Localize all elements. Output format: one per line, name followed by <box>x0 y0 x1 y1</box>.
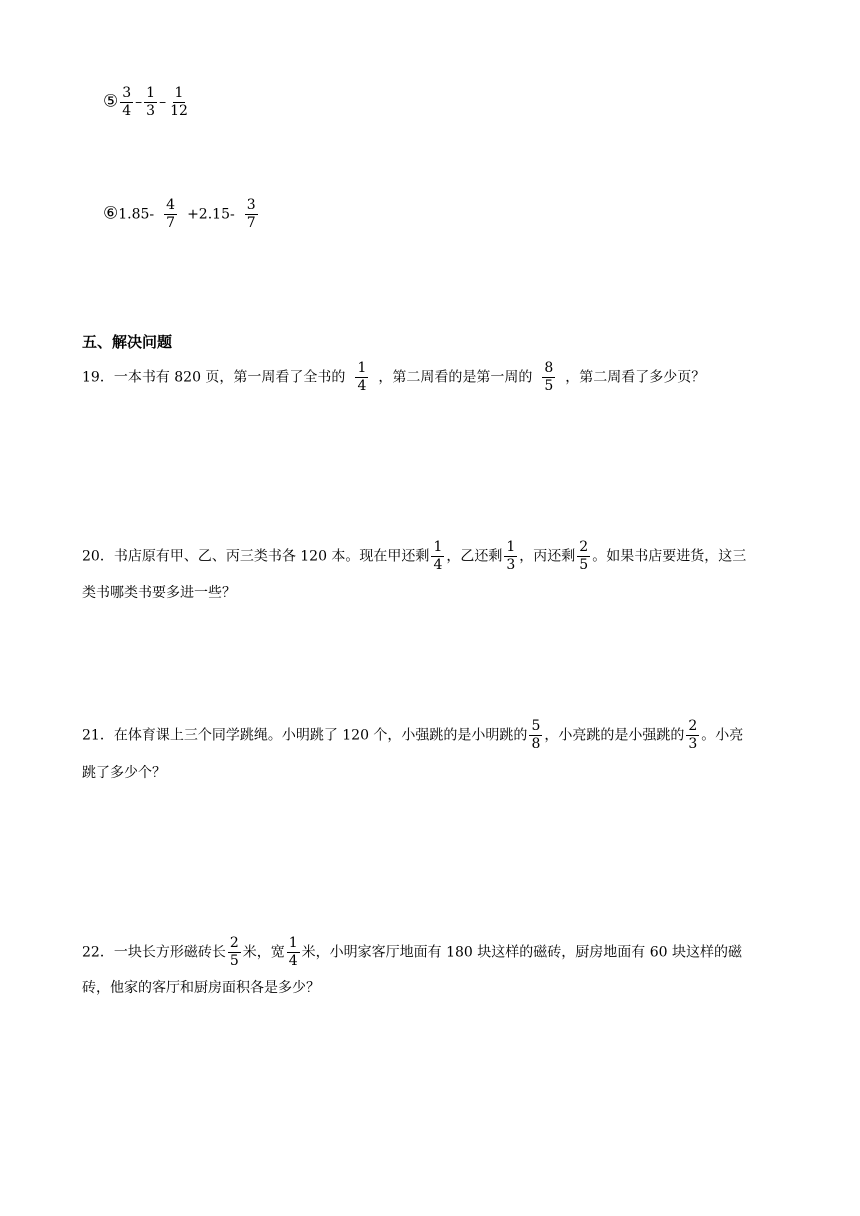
question-text: ，乙还剩 <box>446 548 503 565</box>
fraction: $\frac{4}{7}$ <box>166 197 176 231</box>
operator: – <box>135 94 143 111</box>
calc-item-5 <box>103 85 192 120</box>
question-20-line-2: 类书哪类书要多进一些？ <box>82 585 236 601</box>
question-22-line-2: 砖，他家的客厅和厨房面积各是多少？ <box>82 980 320 996</box>
question-19 <box>82 360 705 395</box>
question-21 <box>82 718 743 753</box>
fraction: $\frac{1}{4}$ <box>357 360 367 394</box>
fraction: $\frac{1}{3}$ <box>506 539 516 573</box>
question-text: 米，小明家客厅地面有 180 块这样的磁砖，厨房地面有 60 块这样的磁 <box>301 944 743 961</box>
term: 1.85- <box>118 206 155 223</box>
fraction: $\frac{3}{7}$ <box>246 197 256 231</box>
calc-item-6 <box>103 197 260 232</box>
fraction: $\frac{2}{3}$ <box>688 718 698 752</box>
fraction: $\frac{8}{5}$ <box>544 360 554 394</box>
question-text: 米，宽 <box>242 944 285 961</box>
question-20 <box>82 539 746 574</box>
fraction: $\frac{1}{4}$ <box>288 935 298 969</box>
question-21-line-2: 跳了多少个？ <box>82 765 166 781</box>
question-text: 21．在体育课上三个同学跳绳。小明跳了 120 个，小强跳的是小明跳的 <box>82 727 528 744</box>
question-text: 20．书店原有甲、乙、丙三类书各 120 本。现在甲还剩 <box>82 548 430 565</box>
question-text: 。小亮 <box>701 727 744 744</box>
question-text: 22．一块长方形磁砖长 <box>82 944 226 961</box>
fraction: $\frac{1}{4}$ <box>433 539 443 573</box>
fraction: $\frac{5}{8}$ <box>531 718 541 752</box>
operator: – <box>159 94 167 111</box>
fraction: $\frac{2}{5}$ <box>579 539 589 573</box>
question-22 <box>82 935 742 970</box>
question-text: 。如果书店要进货，这三 <box>592 548 747 565</box>
fraction: $\frac{1}{12}$ <box>170 85 188 119</box>
fraction: $\frac{3}{4}$ <box>122 85 132 119</box>
question-text: ，第二周看了多少页？ <box>565 369 706 386</box>
question-text: ，丙还剩 <box>519 548 576 565</box>
section-title: 五、解决问题 <box>82 333 173 351</box>
question-text: ，小亮跳的是小强跳的 <box>544 727 685 744</box>
term: +2.15- <box>187 206 235 223</box>
fraction: $\frac{1}{3}$ <box>146 85 156 119</box>
question-text: 19．一本书有 820 页，第一周看了全书的 <box>82 369 346 386</box>
item-marker: ⑥ <box>103 203 119 224</box>
item-marker: ⑤ <box>103 91 119 112</box>
question-text: ，第二周看的是第一周的 <box>378 369 533 386</box>
fraction: $\frac{2}{5}$ <box>229 935 239 969</box>
